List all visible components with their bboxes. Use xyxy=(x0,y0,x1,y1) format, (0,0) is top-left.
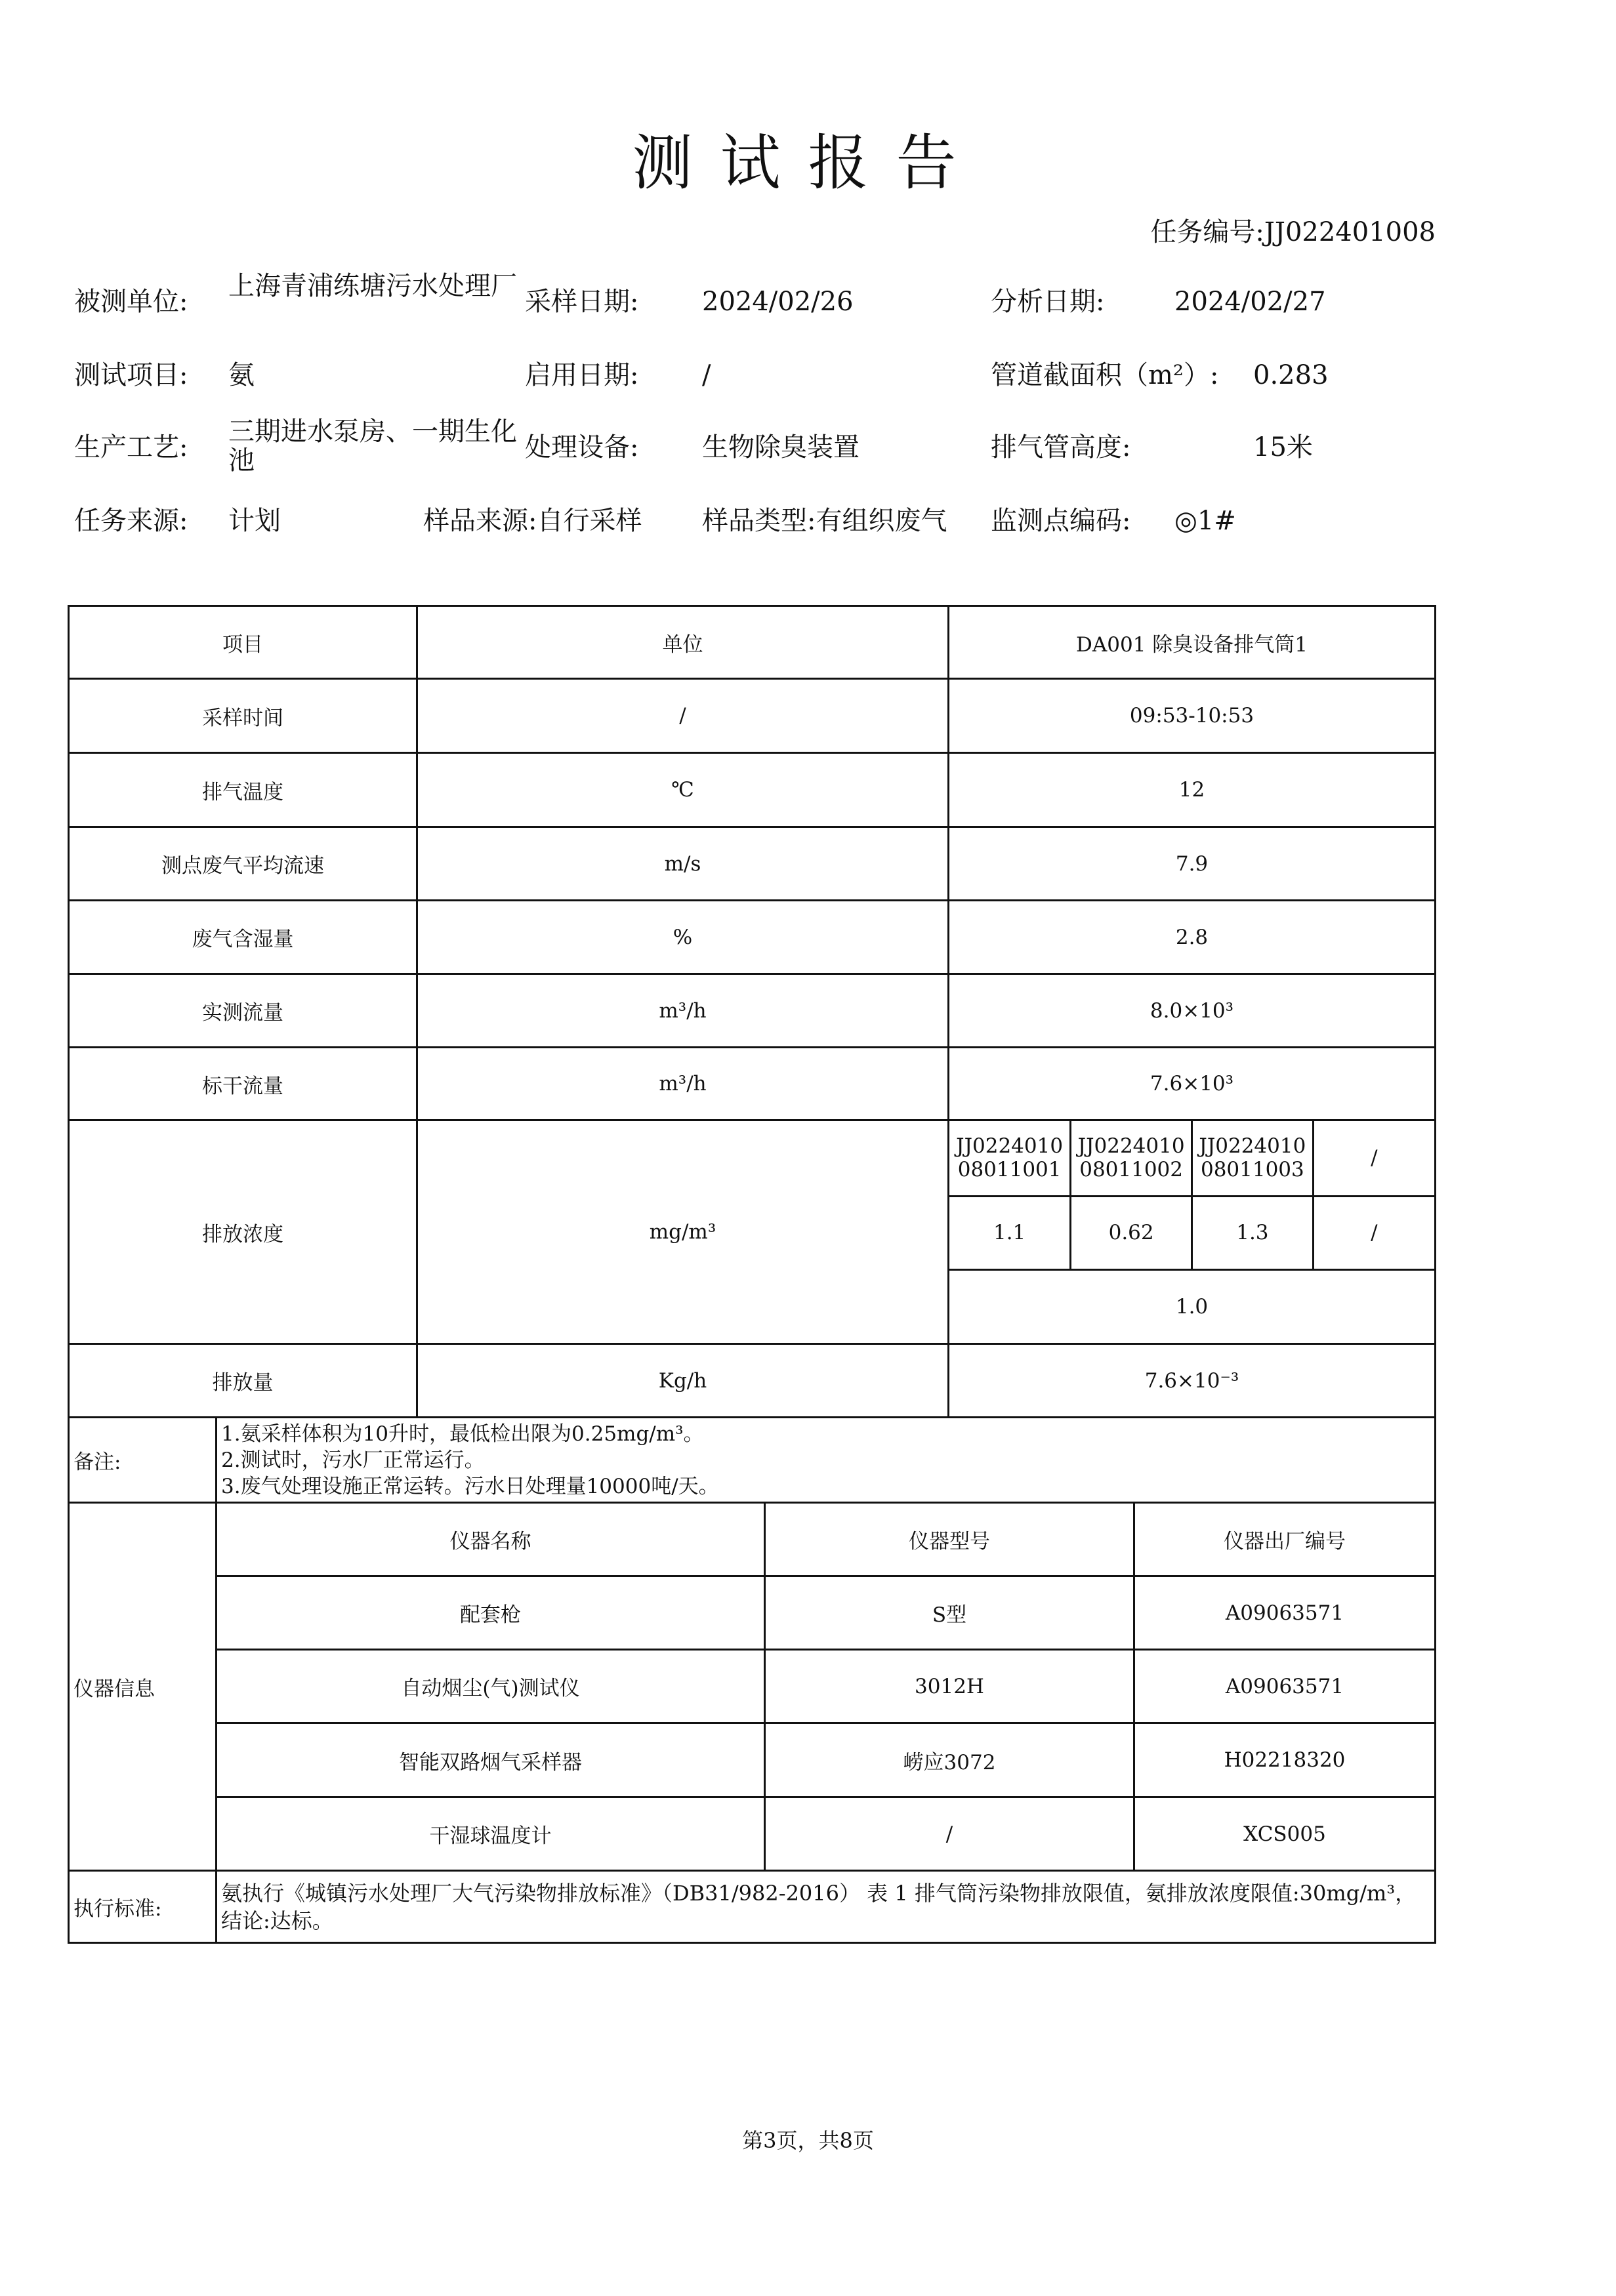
instrument-label: 仪器信息 xyxy=(69,1503,217,1871)
tested-unit-value: 上海青浦练塘污水处理厂 xyxy=(228,271,517,301)
row-unit: m/s xyxy=(417,827,949,901)
sampling-date-value: 2024/02/26 xyxy=(702,287,854,317)
row-item: 排气温度 xyxy=(69,753,417,827)
page-footer: 第3页，共8页 xyxy=(742,2128,874,2153)
emission-rate-row xyxy=(69,1344,1436,1418)
stack-height-label: 排气管高度: xyxy=(991,432,1131,462)
sampling-date-label: 采样日期: xyxy=(525,287,639,317)
instrument-name: 配套枪 xyxy=(217,1576,765,1650)
emission-rate-value: 7.6×10⁻³ xyxy=(949,1344,1436,1418)
row-item: 标干流量 xyxy=(69,1048,417,1120)
report-title: 测试报告 xyxy=(632,128,984,198)
process-value: 三期进水泵房、一期生化池 xyxy=(228,417,517,476)
concentration-value: / xyxy=(1313,1196,1434,1269)
note-line: 2.测试时，污水厂正常运行。 xyxy=(221,1448,485,1472)
instrument-name: 智能双路烟气采样器 xyxy=(217,1723,765,1797)
table-row xyxy=(69,1048,1436,1120)
instrument-row xyxy=(69,1797,1436,1871)
monitor-point-value: ◎1# xyxy=(1174,506,1236,536)
instrument-model: S型 xyxy=(765,1576,1134,1650)
table-header-row xyxy=(69,606,1436,679)
emission-conc-subtable xyxy=(949,1121,1434,1343)
equipment-value: 生物除臭装置 xyxy=(702,432,860,462)
standard-row xyxy=(69,1871,1436,1943)
instrument-model: 3012H xyxy=(765,1650,1134,1723)
notes-label: 备注: xyxy=(69,1418,217,1503)
row-unit: / xyxy=(417,679,949,753)
col-point-header: DA001 除臭设备排气筒1 xyxy=(949,606,1436,679)
concentration-value: 1.3 xyxy=(1192,1196,1314,1269)
concentration-value: 1.1 xyxy=(949,1196,1071,1269)
row-item: 废气含湿量 xyxy=(69,901,417,974)
table-row xyxy=(69,753,1436,827)
instrument-model: 崂应3072 xyxy=(765,1723,1134,1797)
note-line: 3.废气处理设施正常运转。污水日处理量10000吨/天。 xyxy=(221,1474,719,1498)
row-item: 实测流量 xyxy=(69,974,417,1048)
concentration-value: 0.62 xyxy=(1071,1196,1192,1269)
task-source-value: 计划 xyxy=(228,506,281,536)
emission-rate-unit: Kg/h xyxy=(417,1344,949,1418)
instrument-name: 干湿球温度计 xyxy=(217,1797,765,1871)
notes-content xyxy=(217,1418,1436,1503)
sample-source: 样品来源:自行采样 xyxy=(423,506,642,536)
instrument-name-header: 仪器名称 xyxy=(217,1503,765,1576)
instrument-model: / xyxy=(765,1797,1134,1871)
row-unit: ℃ xyxy=(417,753,949,827)
instrument-row xyxy=(69,1723,1436,1797)
table-row xyxy=(69,827,1436,901)
analysis-date-label: 分析日期: xyxy=(991,287,1105,317)
table-row xyxy=(69,974,1436,1048)
emission-conc-values xyxy=(949,1120,1436,1344)
start-date-value: / xyxy=(702,360,711,390)
row-value: 2.8 xyxy=(949,901,1436,974)
row-value: 7.6×10³ xyxy=(949,1048,1436,1120)
equipment-label: 处理设备: xyxy=(525,432,639,462)
start-date-label: 启用日期: xyxy=(525,360,639,390)
analysis-date-value: 2024/02/27 xyxy=(1174,287,1326,317)
instrument-serial: A09063571 xyxy=(1134,1576,1436,1650)
sample-id: JJ022401008011001 xyxy=(949,1121,1071,1196)
instrument-serial: H02218320 xyxy=(1134,1723,1436,1797)
stack-height-value: 15米 xyxy=(1253,432,1313,462)
task-number: 任务编号:JJ022401008 xyxy=(1150,217,1436,247)
concentration-average: 1.0 xyxy=(949,1269,1434,1343)
pipe-area-label: 管道截面积（m²）: xyxy=(991,360,1219,390)
standard-text: 氨执行《城镇污水处理厂大气污染物排放标准》（DB31/982-2016） 表 1 排气筒污染物排放限值，氨排放浓度限值:30mg/m³，结论:达标。 xyxy=(217,1871,1436,1943)
test-item-label: 测试项目: xyxy=(74,360,188,390)
monitor-point-label: 监测点编码: xyxy=(991,506,1131,536)
emission-concentration-row xyxy=(69,1120,1436,1344)
row-value: 7.9 xyxy=(949,827,1436,901)
instrument-row xyxy=(69,1576,1436,1650)
instrument-header-row xyxy=(69,1503,1436,1576)
row-item: 采样时间 xyxy=(69,679,417,753)
row-unit: m³/h xyxy=(417,974,949,1048)
row-unit: m³/h xyxy=(417,1048,949,1120)
instrument-name: 自动烟尘(气)测试仪 xyxy=(217,1650,765,1723)
sample-id: JJ022401008011003 xyxy=(1192,1121,1314,1196)
instrument-serial-header: 仪器出厂编号 xyxy=(1134,1503,1436,1576)
emission-conc-item: 排放浓度 xyxy=(69,1120,417,1344)
row-value: 12 xyxy=(949,753,1436,827)
notes-row xyxy=(69,1418,1436,1503)
note-line: 1.氨采样体积为10升时，最低检出限为0.25mg/m³。 xyxy=(221,1422,704,1446)
row-value: 8.0×10³ xyxy=(949,974,1436,1048)
col-unit-header: 单位 xyxy=(417,606,949,679)
instrument-model-header: 仪器型号 xyxy=(765,1503,1134,1576)
pipe-area-value: 0.283 xyxy=(1253,360,1329,390)
row-value: 09:53-10:53 xyxy=(949,679,1436,753)
table-row xyxy=(69,901,1436,974)
row-unit: % xyxy=(417,901,949,974)
instrument-serial: A09063571 xyxy=(1134,1650,1436,1723)
standard-label: 执行标准: xyxy=(69,1871,217,1943)
table-row xyxy=(69,679,1436,753)
row-item: 测点废气平均流速 xyxy=(69,827,417,901)
col-item-header: 项目 xyxy=(69,606,417,679)
sample-id: / xyxy=(1313,1121,1434,1196)
instrument-serial: XCS005 xyxy=(1134,1797,1436,1871)
sample-id: JJ022401008011002 xyxy=(1071,1121,1192,1196)
emission-rate-item: 排放量 xyxy=(69,1344,417,1418)
emission-conc-unit: mg/m³ xyxy=(417,1120,949,1344)
sample-type: 样品类型:有组织废气 xyxy=(702,506,947,536)
test-item-value: 氨 xyxy=(228,360,255,390)
tested-unit-label: 被测单位: xyxy=(74,287,188,317)
instrument-row xyxy=(69,1650,1436,1723)
task-source-label: 任务来源: xyxy=(74,506,188,536)
process-label: 生产工艺: xyxy=(74,432,188,462)
report-table xyxy=(68,605,1436,1944)
